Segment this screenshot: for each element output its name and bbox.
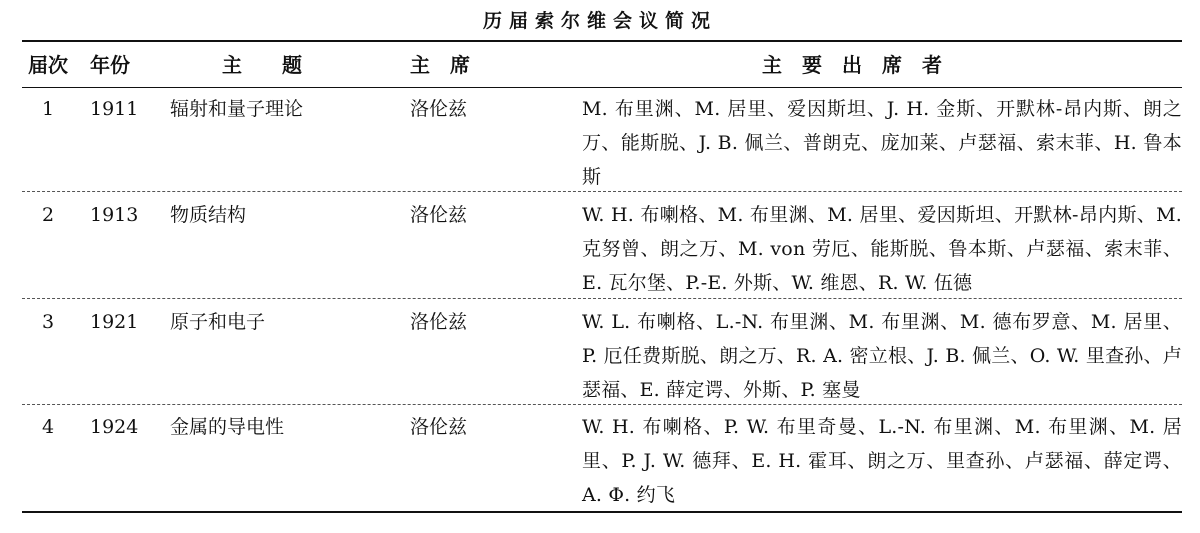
table-bottom-rule — [22, 511, 1182, 513]
row-year: 1911 — [90, 98, 139, 120]
row-year: 1913 — [90, 204, 139, 226]
row-session: 2 — [42, 204, 55, 226]
row-attendees: W. H. 布喇格、P. W. 布里奇曼、L.-N. 布里渊、M. 布里渊、M. 居里、P. J. W. 德拜、E. H. 霍耳、朗之万、里查孙、卢瑟福、薛定谔、A. Φ. 约飞 — [582, 416, 1182, 506]
row-attendees: W. H. 布喇格、M. 布里渊、M. 居里、爱因斯坦、开默林-昂内斯、M. 克努曾、朗之万、M. von 劳厄、能斯脱、鲁本斯、卢瑟福、索末菲、E. 瓦尔堡、P.-E. 外斯、W. 维恩、R. W. 伍德 — [582, 204, 1182, 294]
row-year: 1924 — [90, 416, 139, 438]
row-divider — [22, 191, 1182, 192]
row-topic: 金属的导电性 — [170, 416, 285, 438]
header-session: 届次 — [28, 53, 68, 77]
row-chair: 洛伦兹 — [410, 204, 468, 226]
row-attendees: W. L. 布喇格、L.-N. 布里渊、M. 布里渊、M. 德布罗意、M. 居里、P. 厄任费斯脱、朗之万、R. A. 密立根、J. B. 佩兰、O. W. 里查孙、卢瑟福、E. 薛定谔、外斯、P. 塞曼 — [582, 311, 1182, 401]
table-top-rule — [22, 40, 1182, 42]
row-divider — [22, 404, 1182, 405]
row-topic: 物质结构 — [170, 204, 247, 226]
header-chair: 主 席 — [410, 53, 470, 77]
header-topic: 主 题 — [222, 53, 302, 77]
row-chair: 洛伦兹 — [410, 98, 468, 120]
row-session: 4 — [42, 416, 55, 438]
row-topic: 原子和电子 — [170, 311, 266, 333]
header-year: 年份 — [90, 53, 130, 77]
row-year: 1921 — [90, 311, 139, 333]
row-topic: 辐射和量子理论 — [170, 98, 304, 120]
row-session: 1 — [42, 98, 55, 120]
row-divider — [22, 298, 1182, 299]
row-chair: 洛伦兹 — [410, 311, 468, 333]
row-session: 3 — [42, 311, 55, 333]
row-attendees: M. 布里渊、M. 居里、爱因斯坦、J. H. 金斯、开默林-昂内斯、朗之万、能斯脱、J. B. 佩兰、普朗克、庞加莱、卢瑟福、索末菲、H. 鲁本斯 — [582, 98, 1182, 188]
table-header-rule — [22, 87, 1182, 88]
row-chair: 洛伦兹 — [410, 416, 468, 438]
table-title: 历届索尔维会议简况 — [482, 10, 717, 32]
header-attendees: 主 要 出 席 者 — [762, 53, 942, 77]
